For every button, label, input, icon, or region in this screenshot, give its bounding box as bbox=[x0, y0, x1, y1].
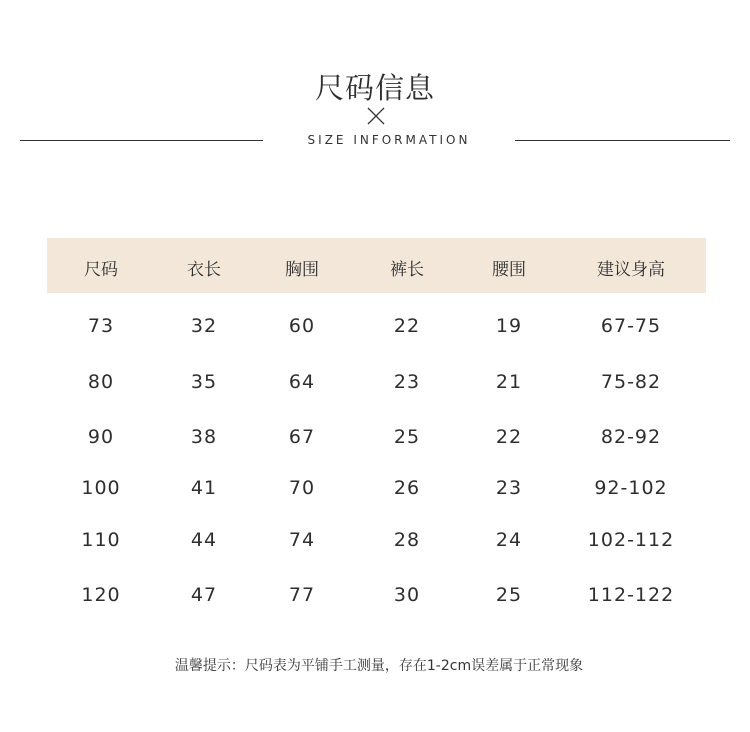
table-cell: 80 bbox=[87, 371, 115, 393]
footer-note: 温馨提示：尺码表为平铺手工测量，存在1-2cm误差属于正常现象 bbox=[174, 658, 584, 674]
table-cell: 32 bbox=[190, 315, 218, 337]
table-cell: 47 bbox=[190, 584, 218, 606]
table-cell: 60 bbox=[288, 315, 316, 337]
table-cell: 77 bbox=[288, 584, 316, 606]
table-row bbox=[47, 529, 706, 559]
table-cell: 100 bbox=[81, 477, 121, 499]
column-header-length: 衣长 bbox=[187, 260, 221, 280]
column-header-pants-length: 裤长 bbox=[390, 260, 424, 280]
size-table bbox=[47, 238, 706, 606]
table-cell: 73 bbox=[87, 315, 115, 337]
table-cell: 70 bbox=[288, 477, 316, 499]
table-cell: 92-102 bbox=[594, 477, 668, 499]
table-cell: 120 bbox=[81, 584, 121, 606]
table-cell: 35 bbox=[190, 371, 218, 393]
table-cell: 19 bbox=[495, 315, 523, 337]
table-cell: 102-112 bbox=[587, 529, 675, 551]
table-row bbox=[47, 315, 706, 345]
divider-left bbox=[20, 140, 263, 141]
page-title: 尺码信息 bbox=[314, 71, 435, 105]
table-cell: 38 bbox=[190, 426, 218, 448]
table-cell: 22 bbox=[393, 315, 421, 337]
table-cell: 90 bbox=[87, 426, 115, 448]
table-cell: 24 bbox=[495, 529, 523, 551]
cross-icon bbox=[366, 106, 386, 126]
table-row bbox=[47, 477, 706, 507]
column-header-height: 建议身高 bbox=[597, 260, 665, 280]
table-cell: 67-75 bbox=[600, 315, 662, 337]
table-cell: 21 bbox=[495, 371, 523, 393]
column-header-size: 尺码 bbox=[84, 260, 118, 280]
table-cell: 74 bbox=[288, 529, 316, 551]
table-cell: 64 bbox=[288, 371, 316, 393]
divider-right bbox=[515, 140, 730, 141]
table-cell: 23 bbox=[393, 371, 421, 393]
column-header-waist: 腰围 bbox=[492, 260, 526, 280]
table-row bbox=[47, 426, 706, 456]
table-cell: 110 bbox=[81, 529, 121, 551]
table-cell: 25 bbox=[393, 426, 421, 448]
table-cell: 30 bbox=[393, 584, 421, 606]
table-cell: 25 bbox=[495, 584, 523, 606]
column-header-chest: 胸围 bbox=[285, 260, 319, 280]
page-subtitle: SIZE INFORMATION bbox=[307, 133, 471, 147]
table-cell: 41 bbox=[190, 477, 218, 499]
table-row bbox=[47, 584, 706, 614]
table-cell: 44 bbox=[190, 529, 218, 551]
table-cell: 112-122 bbox=[587, 584, 675, 606]
table-cell: 28 bbox=[393, 529, 421, 551]
table-cell: 82-92 bbox=[600, 426, 662, 448]
table-header bbox=[47, 238, 706, 293]
table-cell: 75-82 bbox=[600, 371, 662, 393]
table-cell: 67 bbox=[288, 426, 316, 448]
table-cell: 26 bbox=[393, 477, 421, 499]
table-row bbox=[47, 371, 706, 401]
table-cell: 22 bbox=[495, 426, 523, 448]
table-cell: 23 bbox=[495, 477, 523, 499]
